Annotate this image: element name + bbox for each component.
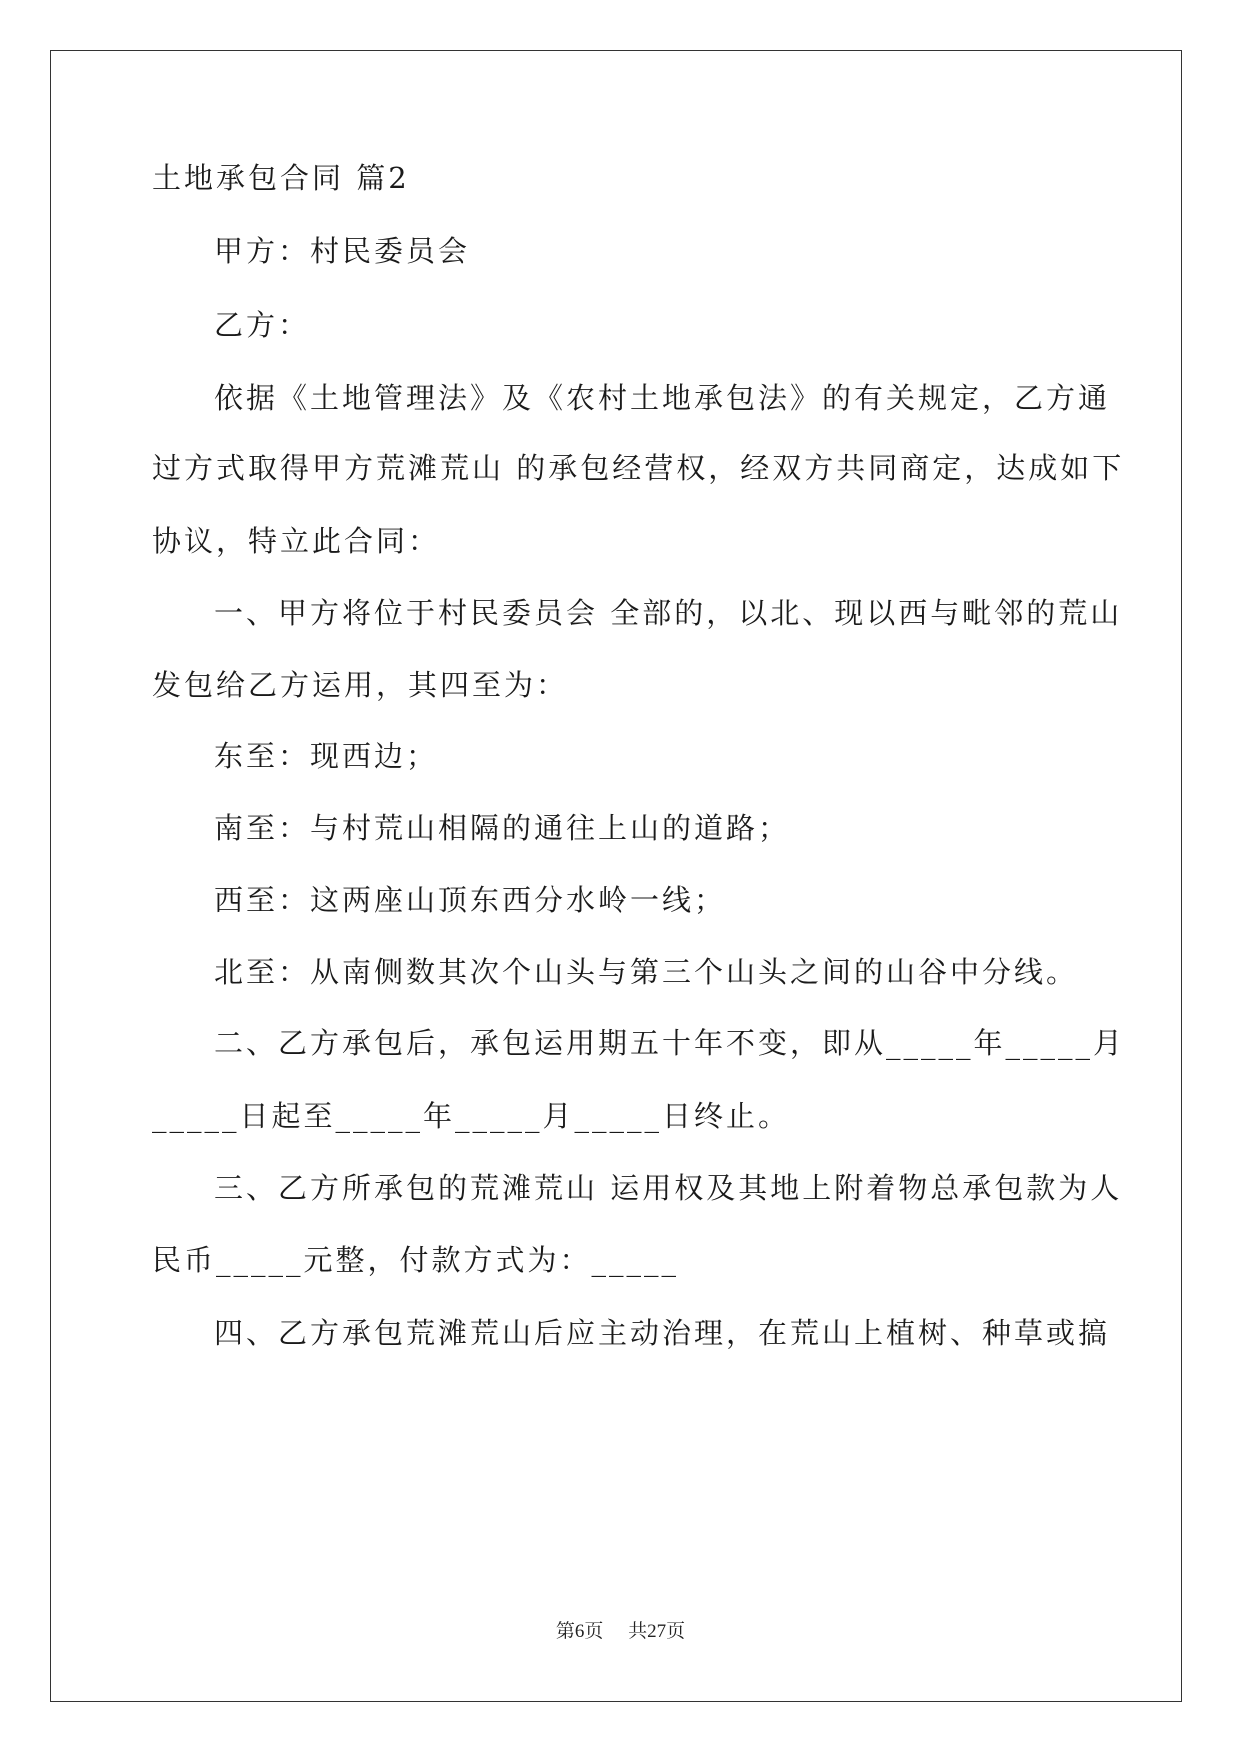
clause3-line-2: 民币_____元整，付款方式为：_____ [152, 1243, 680, 1277]
boundary-south: 南至：与村荒山相隔的通往上山的道路； [214, 811, 791, 845]
boundary-west: 西至：这两座山顶东西分水岭一线； [214, 883, 727, 917]
clause4-line-1: 四、乙方承包荒滩荒山后应主动治理，在荒山上植树、种草或搞 [214, 1316, 1111, 1350]
clause3-line-1: 三、乙方所承包的荒滩荒山 运用权及其地上附着物总承包款为人 [214, 1171, 1123, 1205]
page-total: 共27页 [628, 1621, 686, 1642]
page-number: 第6页 [555, 1621, 604, 1642]
document-heading: 土地承包合同 篇2 [152, 161, 410, 195]
party-b-line: 乙方： [214, 308, 311, 342]
page-footer [0, 1616, 1241, 1643]
boundary-east: 东至：现西边； [214, 739, 439, 773]
clause2-line-1: 二、乙方承包后，承包运用期五十年不变，即从_____年_____月 [214, 1026, 1126, 1060]
clause1-line-2: 发包给乙方运用，其四至为： [152, 668, 569, 702]
clause2-line-2: _____日起至_____年_____月_____日终止。 [152, 1099, 791, 1133]
intro-line-1: 依据《土地管理法》及《农村土地承包法》的有关规定，乙方通 [214, 381, 1111, 415]
intro-line-2: 过方式取得甲方荒滩荒山 的承包经营权，经双方共同商定，达成如下 [152, 451, 1125, 485]
boundary-north: 北至：从南侧数其次个山头与第三个山头之间的山谷中分线。 [214, 955, 1079, 989]
page-border [50, 50, 1182, 1702]
party-a-line: 甲方：村民委员会 [214, 234, 471, 268]
intro-line-3: 协议，特立此合同： [152, 524, 441, 558]
clause1-line-1: 一、甲方将位于村民委员会 全部的，以北、现以西与毗邻的荒山 [214, 596, 1123, 630]
